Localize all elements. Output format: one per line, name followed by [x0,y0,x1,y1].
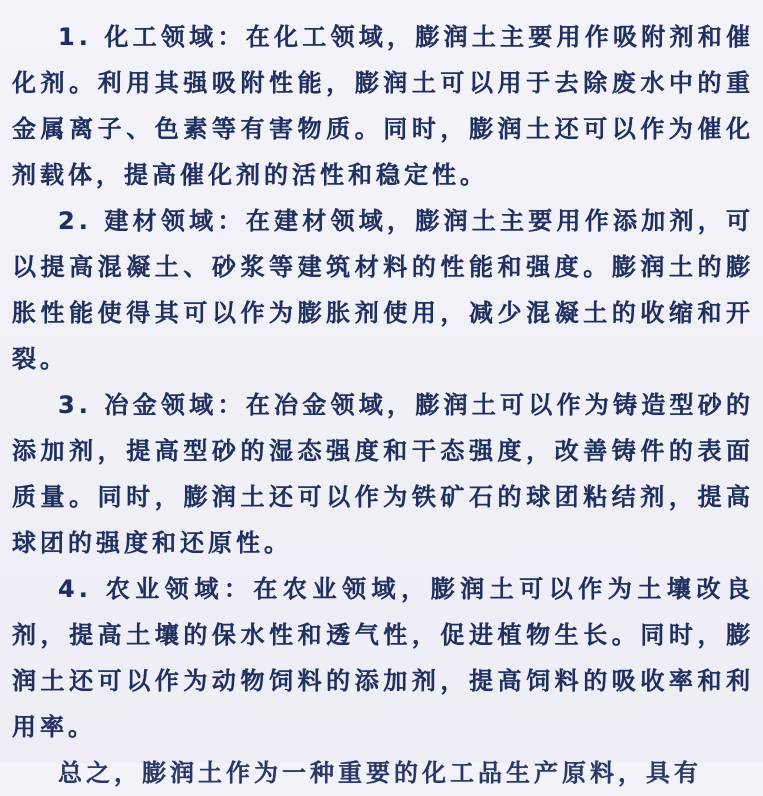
paragraph-chemical: 1. 化工领域：在化工领域，膨润土主要用作吸附剂和催化剂。利用其强吸附性能，膨润土可以用于去除废水中的重金属离子、色素等有害物质。同时，膨润土还可以作为催化剂载体，提高催化剂的活性和稳定性。 [12,23,754,189]
paragraph-agriculture: 4. 农业领域：在农业领域，膨润土可以作为土壤改良剂，提高土壤的保水性和透气性，促进植物生长。同时，膨润土还可以作为动物饲料的添加剂，提高饲料的吸收率和利用率。 [12,575,754,741]
paragraph-metallurgy: 3. 冶金领域：在冶金领域，膨润土可以作为铸造型砂的添加剂，提高型砂的湿态强度和干态强度，改善铸件的表面质量。同时，膨润土还可以作为铁矿石的球团粘结剂，提高球团的强度和还原性。 [12,391,754,557]
paragraph-summary: 总之，膨润土作为一种重要的化工品生产原料，具有 [58,759,702,787]
paragraph-building-materials: 2. 建材领域：在建材领域，膨润土主要用作添加剂，可以提高混凝土、砂浆等建筑材料的性能和强度。膨润土的膨胀性能使得其可以作为膨胀剂使用，减少混凝土的收缩和开裂。 [12,207,754,373]
document-body [12,14,754,796]
